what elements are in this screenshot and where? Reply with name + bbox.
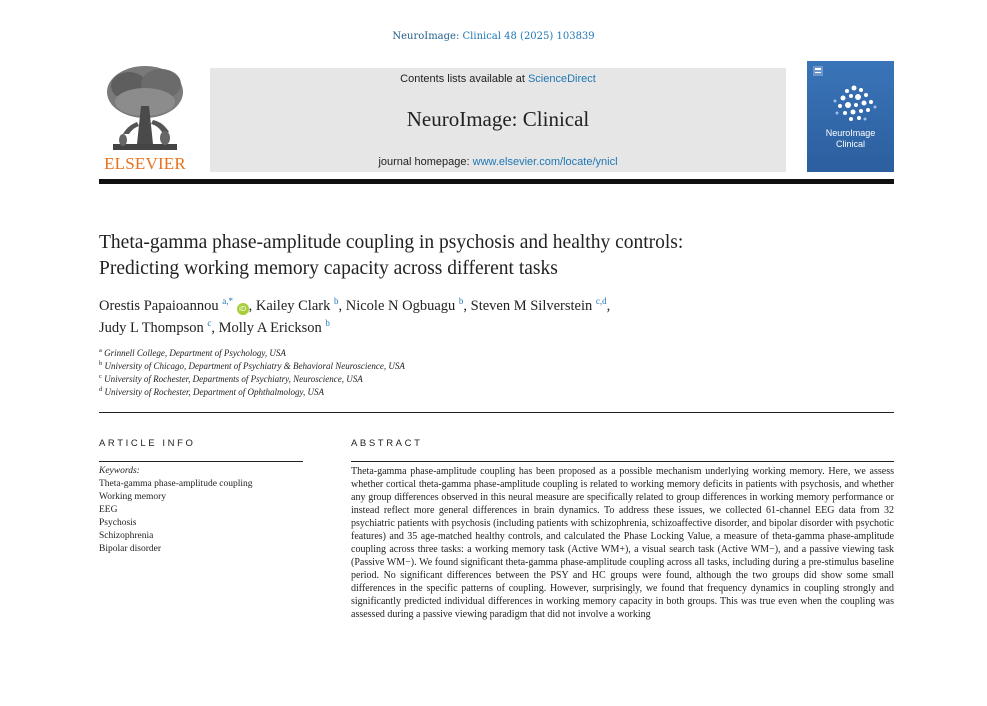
author-separator: , — [211, 320, 219, 336]
keyword-item: EEG — [99, 505, 118, 515]
affiliation-item — [99, 347, 699, 360]
article-info-heading: ARTICLE INFO — [99, 438, 196, 449]
affiliation-item — [99, 373, 699, 386]
brain-dots-icon — [807, 61, 894, 172]
affiliation-marker: d — [99, 386, 103, 393]
abstract-heading: ABSTRACT — [351, 438, 423, 449]
author-separator: , — [463, 298, 471, 314]
author-separator: , — [338, 298, 346, 314]
keywords-label: Keywords: — [99, 466, 140, 476]
author-name[interactable]: Molly A Erickson — [218, 320, 322, 336]
author-name[interactable]: Steven M Silverstein — [470, 298, 593, 314]
affiliation-text: University of Rochester, Departments of Psychiatry, Neuroscience, USA — [104, 374, 363, 384]
article-info-divider — [99, 461, 303, 462]
article-title-line1: Theta-gamma phase-amplitude coupling in psychosis and healthy controls: — [99, 232, 684, 253]
affiliation-text: Grinnell College, Department of Psychology, USA — [104, 348, 286, 358]
author-affiliation-marker[interactable]: b — [333, 296, 339, 307]
affiliation-text: University of Rochester, Department of Ophthalmology, USA — [104, 387, 324, 397]
author-affiliation-marker[interactable]: c,d — [595, 296, 607, 307]
journal-title: NeuroImage: Clinical — [406, 107, 590, 131]
author-affiliation-marker[interactable]: c — [207, 318, 212, 329]
author-name[interactable]: Nicole N Ogbuagu — [345, 298, 456, 314]
author-separator: , — [606, 298, 611, 314]
homepage-line — [210, 156, 786, 168]
citation-line — [0, 31, 987, 42]
keyword-item: Theta-gamma phase-amplitude coupling — [99, 479, 253, 489]
article-title — [99, 230, 859, 282]
affiliation-marker: b — [99, 360, 103, 367]
author-affiliation-marker[interactable]: b — [325, 318, 330, 329]
author-separator: , — [248, 298, 256, 314]
keyword-item: Schizophrenia — [99, 531, 154, 541]
cover-title-line2: Clinical — [835, 139, 865, 149]
abstract-body: Theta-gamma phase-amplitude coupling has been proposed as a possible mechanism underlying working memory. Here, we assess whether cortical theta-gamma phase-amplitude coupling is related to working memory deficits in patients with psychosis, and whether any group differences observed in this neural measure are specifically related to group differences in working memory performance or instead reflect more general differences in brain dynamics. To address these issues, we collected 61-channel EEG data from 32 psychiatric patients with psychosis (including patients with schizophrenia, schizoaffective disorder, and bipolar disorder with psychotic features) and 35 age-matched healthy controls, and calculated the Phase Locking Value, a measure of theta-gamma phase-amplitude coupling across three tasks: a working memory task (Active WM+), a visual search task (Active WM−), and a passive viewing task (Passive WM−). We found significant theta-gamma phase-amplitude coupling across all tasks, including during a pre-stimulus baseline period. No significant differences between the PSY and HC groups were found, although the two groups did show some small differences in the specific patterns of coupling. However, surprisingly, we found that frequency dynamics in coupling strongly and significantly predicted individual differences in working memory capacity in both groups. This was true even when the coupling was assessed during a passive viewing paradigm that did not involve a working — [351, 466, 894, 620]
affiliations-divider — [99, 412, 894, 413]
affiliations — [99, 347, 699, 399]
keyword-item: Bipolar disorder — [99, 544, 162, 554]
author-affiliation-marker[interactable]: a,* — [222, 296, 233, 307]
elsevier-tree-icon — [99, 62, 191, 154]
author-line-1 — [99, 295, 859, 317]
citation-link[interactable]: Clinical 48 (2025) 103839 — [462, 31, 595, 42]
homepage-prefix: journal homepage: — [378, 156, 473, 168]
article-title-line2: Predicting working memory capacity across different tasks — [99, 258, 558, 279]
cover-title — [807, 128, 894, 150]
author-name[interactable]: Kailey Clark — [255, 298, 331, 314]
affiliation-item — [99, 386, 699, 399]
affiliation-marker: c — [99, 373, 102, 380]
homepage-link[interactable]: www.elsevier.com/locate/ynicl — [472, 156, 618, 168]
keyword-item: Psychosis — [99, 518, 137, 528]
header-divider — [99, 179, 894, 184]
elsevier-logo[interactable] — [99, 62, 191, 174]
journal-info-box — [210, 68, 786, 172]
keywords-list — [99, 465, 303, 556]
citation-journal: NeuroImage: — [392, 31, 463, 42]
contents-line — [210, 73, 786, 85]
keyword-item: Working memory — [99, 492, 167, 502]
contents-prefix: Contents lists available at — [400, 73, 528, 85]
journal-header — [99, 60, 894, 174]
elsevier-wordmark: ELSEVIER — [104, 154, 186, 173]
orcid-icon[interactable]: iD — [237, 303, 249, 315]
sciencedirect-link[interactable]: ScienceDirect — [527, 73, 596, 85]
author-name[interactable]: Orestis Papaioannou — [99, 298, 219, 314]
affiliation-marker: a — [99, 347, 102, 354]
author-name[interactable]: Judy L Thompson — [99, 320, 204, 336]
cover-title-line1: NeuroImage — [825, 128, 876, 138]
affiliation-item — [99, 360, 699, 373]
author-affiliation-marker[interactable]: b — [458, 296, 464, 307]
affiliation-text: University of Chicago, Department of Psychiatry & Behavioral Neuroscience, USA — [104, 361, 405, 371]
journal-cover-thumbnail[interactable] — [807, 61, 894, 172]
author-list — [99, 295, 859, 339]
author-line-2 — [99, 317, 859, 339]
abstract-divider — [351, 461, 894, 462]
